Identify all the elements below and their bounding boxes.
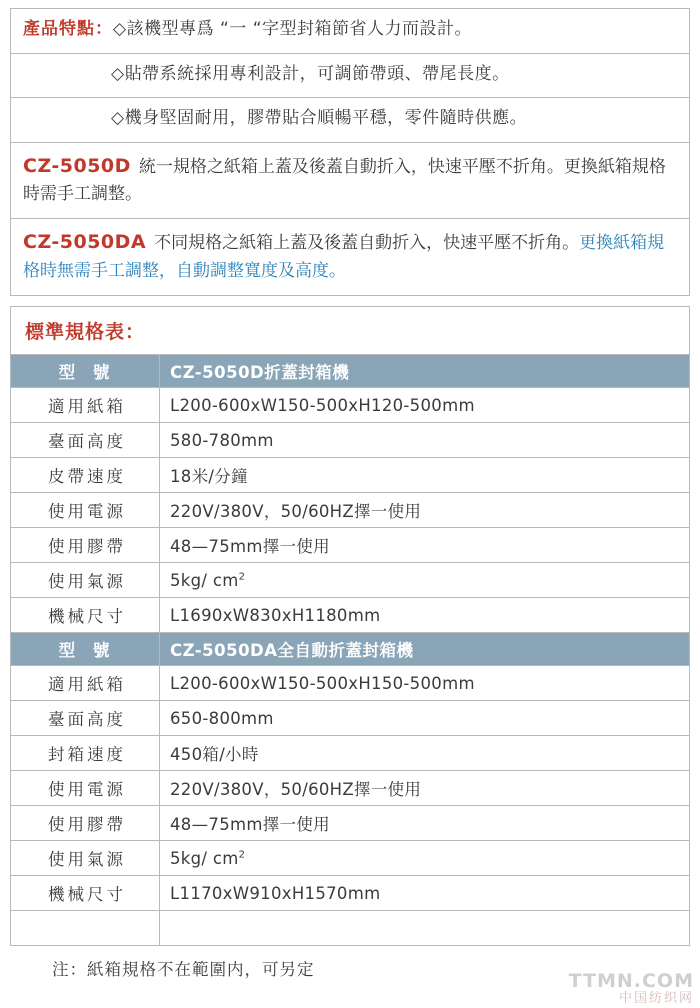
spec-value: 450箱/小時	[160, 736, 690, 771]
table-row	[11, 876, 689, 911]
table-row	[11, 736, 689, 771]
features-title-row	[11, 9, 689, 54]
features-title: 產品特點：	[23, 19, 113, 39]
spec-header-label-2: 型 號	[11, 633, 160, 666]
spec-label: 使用膠帶	[11, 806, 160, 841]
feature-row-1	[11, 54, 689, 99]
spec-label: 使用電源	[11, 771, 160, 806]
feature-item-1: ◇貼帶系統採用專利設計，可調節帶頭、帶尾長度。	[111, 63, 510, 84]
model-name-1: CZ-5050DA	[23, 231, 147, 254]
spec-block	[10, 306, 690, 946]
spec-value: 5kg/ cm	[170, 570, 239, 590]
table-row	[11, 701, 689, 736]
features-block	[10, 8, 690, 296]
spec-label: 使用電源	[11, 493, 160, 528]
spec-label: 封箱速度	[11, 736, 160, 771]
table-row	[11, 598, 689, 633]
spec-value: L200-600xW150-500xH150-500mm	[160, 666, 690, 701]
spec-value: L200-600xW150-500xH120-500mm	[160, 388, 690, 423]
spec-label-blank	[11, 911, 160, 946]
spec-label: 使用氣源	[11, 841, 160, 876]
spec-value: L1690xW830xH1180mm	[160, 598, 690, 633]
table-row-blank	[11, 911, 689, 946]
spec-header-label-1: 型 號	[11, 355, 160, 388]
table-row	[11, 633, 689, 666]
spec-value: 48—75mm擇一使用	[160, 806, 690, 841]
table-row	[11, 563, 689, 598]
model-description-0	[11, 143, 689, 220]
spec-value-blank	[160, 911, 690, 946]
spec-label: 使用膠帶	[11, 528, 160, 563]
spec-table-1	[11, 355, 689, 946]
model-text-0: 統一規格之紙箱上蓋及後蓋自動折入，快速平壓不折角。更換紙箱規格時需手工調整。	[23, 156, 666, 204]
feature-row-2	[11, 98, 689, 143]
spec-header-value-1: CZ-5050D折蓋封箱機	[160, 355, 690, 388]
spec-value: 650-800mm	[160, 701, 690, 736]
watermark-line-2: 中国纺织网	[618, 991, 694, 1007]
spec-label: 臺面高度	[11, 701, 160, 736]
feature-item-2: ◇機身堅固耐用，膠帶貼合順暢平穩，零件隨時供應。	[111, 108, 528, 128]
spec-value: L1170xW910xH1570mm	[160, 876, 690, 911]
spec-label: 適用紙箱	[11, 388, 160, 423]
table-row	[11, 806, 689, 841]
spec-label: 使用氣源	[11, 563, 160, 598]
model-name-0: CZ-5050D	[23, 154, 131, 177]
spec-label: 皮帶速度	[11, 458, 160, 493]
watermark-line-1: TTMN.COM	[568, 970, 694, 993]
feature-item-0: ◇該機型專爲 “一 “字型封箱節省人力而設計。	[113, 19, 472, 39]
spec-value: 220V/380V，50/60HZ擇一使用	[160, 771, 690, 806]
table-row	[11, 423, 689, 458]
table-row	[11, 388, 689, 423]
table-row	[11, 841, 689, 876]
table-row	[11, 355, 689, 388]
spec-label: 機械尺寸	[11, 598, 160, 633]
model-text-1: 不同規格之紙箱上蓋及後蓋自動折入，快速平壓不折角。	[154, 233, 580, 254]
spec-value: 18米/分鐘	[160, 458, 690, 493]
spec-label: 適用紙箱	[11, 666, 160, 701]
table-row	[11, 458, 689, 493]
model-highlight-1: 更換紙箱規格時無需手工調整，自動調整寬度及高度。	[23, 233, 665, 281]
spec-label: 臺面高度	[11, 423, 160, 458]
table-row	[11, 666, 689, 701]
spec-value-superscript: 2	[238, 849, 246, 861]
spec-value-superscript: 2	[238, 571, 246, 583]
table-row	[11, 771, 689, 806]
spec-title: 標準規格表：	[11, 307, 689, 355]
model-description-1	[11, 219, 689, 296]
spec-value-air	[160, 563, 690, 598]
spec-value: 220V/380V，50/60HZ擇一使用	[160, 493, 690, 528]
spec-value: 5kg/ cm	[170, 848, 239, 868]
spec-note: 注：紙箱規格不在範圍内，可另定	[52, 960, 315, 980]
table-row	[11, 493, 689, 528]
spec-value: 48—75mm擇一使用	[160, 528, 690, 563]
spec-label: 機械尺寸	[11, 876, 160, 911]
table-row	[11, 528, 689, 563]
spec-value-air	[160, 841, 690, 876]
spec-header-value-2: CZ-5050DA全自動折蓋封箱機	[160, 633, 690, 666]
spec-value: 580-780mm	[160, 423, 690, 458]
document-page	[0, 8, 700, 1008]
